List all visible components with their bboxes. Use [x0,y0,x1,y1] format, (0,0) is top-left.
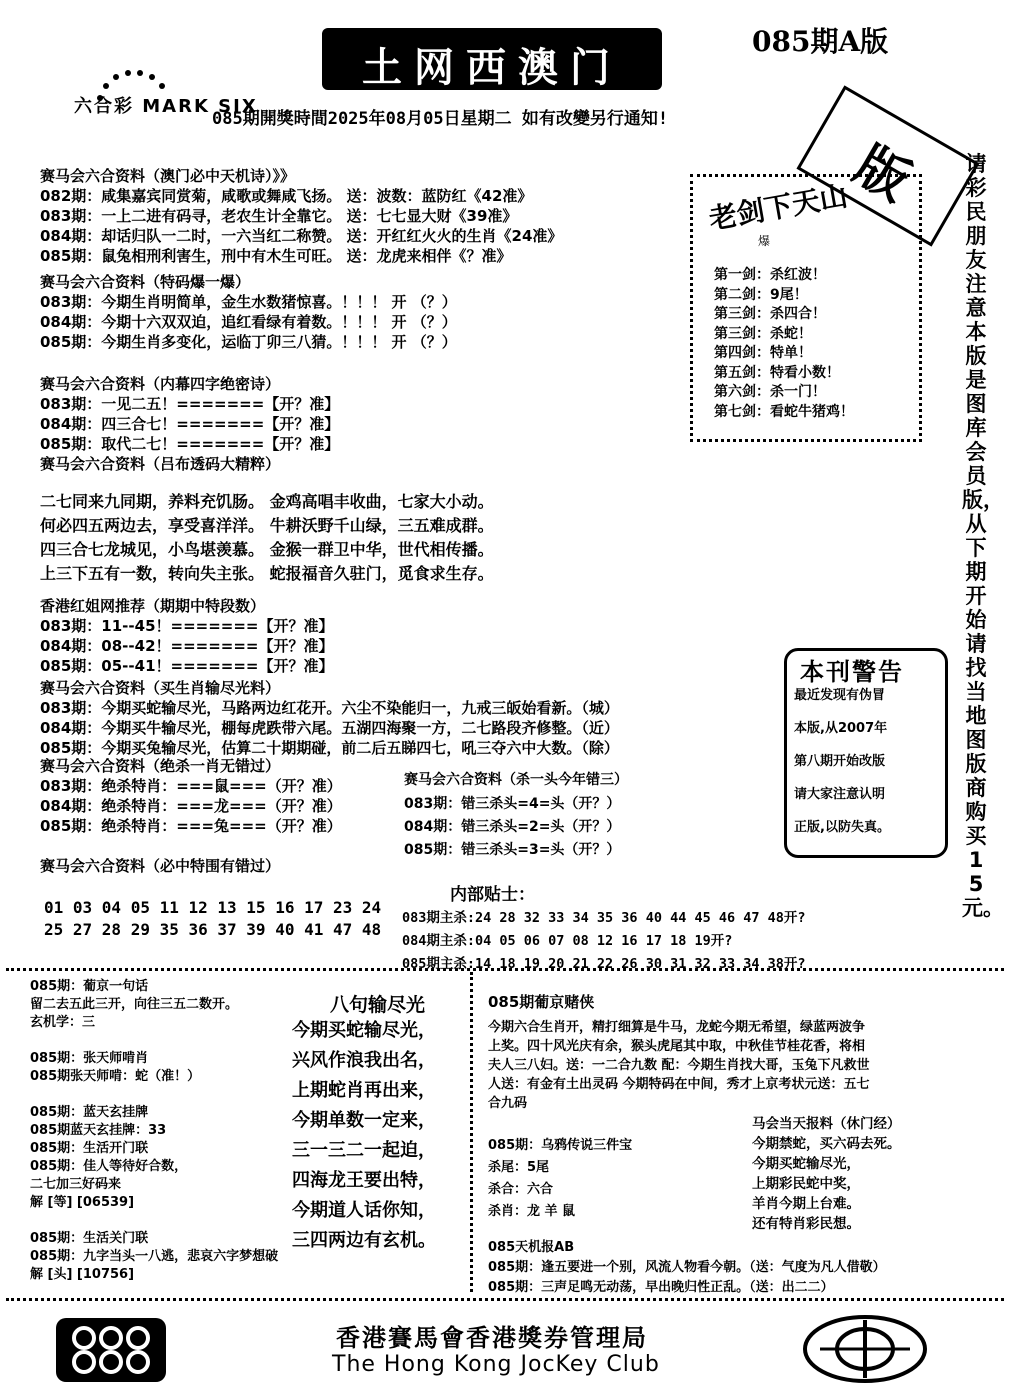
warning-line: 第八期开始改版 [794,754,886,769]
sword-line: 第二剑：9尾！ [714,286,808,303]
sword-line: 第三剑：杀蛇！ [714,325,812,342]
block-line: 085期：鼠兔相刑利害生，刑中有木生可旺。 送：龙虎来相伴《？准》 [40,247,512,265]
bottom-left-line: 085期：蓝天玄挂牌 [30,1105,149,1120]
block-line: 084期：今期十六双双迫，追红看绿有着数。！！！ 开 （？） [40,313,457,331]
block-line: 085期：取代二七！=======【开？准】 [40,435,340,453]
inner-tip-line: 083期主杀:24 28 32 33 34 35 36 40 44 45 46 47 48开? [402,910,806,926]
report-line: 羊肖今期上台难。 [752,1196,860,1212]
poem-line: 兴风作浪我出名， [292,1050,436,1071]
inner-tip-line: 085期主杀:14 18 19 20 21 22 26 30 31 32 33 34 38开? [402,956,806,972]
block-line: 083期：今期买蛇输尽光，马路两边红花开。六尘不染能归一，九戒三皈始看新。（城） [40,699,619,717]
sword-line: 第六剑：杀一门！ [714,384,826,400]
poem-title: 八句输尽光 [330,994,426,1016]
block-heading: 赛马会六合资料（买生肖输尽光料） [40,679,281,697]
side-notice: 请彩民朋友注意本版是图库会员版，从下期开始请找当地图版商购买15元。 [962,152,1004,920]
must-hit-row-1: 01 03 04 05 11 12 13 15 16 17 23 24 [44,898,382,917]
block-line: 082期：咸集嘉宾同赏菊，咸歌或舞咸飞扬。 送：波数：蓝防红《42准》 [40,187,533,205]
footer-chinese: 香港賽馬會香港獎券管理局 [336,1323,648,1352]
warning-line: 本版,从2007年 [794,721,888,736]
inner-tip-line: 084期主杀:04 05 06 07 08 12 16 17 18 19开? [402,933,733,949]
kill-head-line: 083期：错三杀头=4=头（开？） [404,796,621,812]
divider-middle [470,972,473,1292]
bottom-left-line: 085期：生活开门联 [30,1141,149,1156]
block-heading: 赛马会六合资料（吕布透码大精粹） [40,455,281,473]
bottom-left-line: 留二去五此三开，向往三五二数开。 [30,997,239,1012]
block-line: 084期：今期买牛输尽光，棚每虎跌带六尾。五湖四海聚一方，二七路段齐修整。（近） [40,719,619,737]
block-line: 085期：05--41！=======【开？准】 [40,657,334,675]
casino-line: 今期六合生肖开，精打细算是牛马，龙蛇今期无希望，绿蓝两波争 [488,1020,866,1035]
treasure-line: 杀合：六合 [488,1182,554,1197]
treasure-line: 杀肖：龙 羊 鼠 [488,1204,576,1219]
draw-notice: 085期開獎時間2025年08月05日星期二 如有改變另行通知! [212,109,669,129]
block-heading: 香港红姐网推荐（期期中特段数） [40,597,266,615]
divider-bottom [6,1298,1004,1301]
kill-head-line: 084期：错三杀头=2=头（开？） [404,819,621,835]
poem-line: 三一三二一起迫， [292,1140,436,1161]
sword-line: 第七剑：看蛇牛猪鸡！ [714,403,854,420]
report-line: 还有特肖彩民想。 [752,1216,860,1232]
sword-bao: 爆 [758,234,771,248]
bottom-left-line: 085期蓝天玄挂牌：33 [30,1123,167,1138]
casino-line: 上奖。四十风光庆有余，猴头虎尾其中取，中秋佳节桂花香，将相 [488,1039,866,1054]
warning-line: 最近发现有伪冒 [794,688,886,703]
version-stamp: 版 [796,85,979,246]
casino-line: 夫人三八妇。送：一二合九数 配：今期生肖找大哥，玉兔下凡救世 [488,1058,870,1073]
block-line: 上三下五有一数，转向失主张。 蛇报福音久驻门，觅食求生存。 [40,564,494,583]
sword-title: 老剑下天山 [706,179,851,236]
block-line: 083期：一上二进有码寻，老农生计全靠它。 送：七七显大财《39准》 [40,207,518,225]
kill-head-heading: 赛马会六合资料（杀一头今年错三） [404,772,628,788]
bottom-left-line: 085期：葡京一句话 [30,979,149,994]
bottom-left-line: 085期：张天师啃肖 [30,1051,149,1066]
block-heading: 赛马会六合资料（澳门必中天机诗）》》 [40,167,296,185]
page-title: 土网西澳门 [362,44,622,91]
block-line: 085期：今期买兔输尽光，估算二十期期碰，前二后五睇四七，吼三夺六中大数。（除） [40,739,619,757]
treasure-line: 085期：乌鸦传说三件宝 [488,1138,633,1153]
report-line: 今期买蛇输尽光， [752,1156,860,1172]
bottom-left-line: 085期张天师啃：蛇（准！） [30,1069,201,1084]
block-line: 085期：绝杀特肖：===兔===（开？准） [40,817,342,835]
divider-top [6,968,1004,971]
poem-line: 三四两边有玄机。 [292,1230,436,1251]
title-banner [322,28,662,90]
sword-line: 第五剑：特看小数！ [714,364,840,381]
sword-line: 第一剑：杀红波！ [714,267,826,283]
block-line: 084期：绝杀特肖：===龙===（开？准） [40,797,342,815]
block-line: 084期：四三合七！=======【开？准】 [40,415,340,433]
poem-line: 今期单数一定来， [292,1110,436,1131]
block-line: 二七同来九同期，养料充饥肠。 金鸡高唱丰收曲，七家大小动。 [40,492,494,511]
hkjc-knot-logo [56,1318,166,1382]
tianji-line: 085期：逢五要进一个别，风流人物看今朝。（送：气度为凡人借敬） [488,1260,886,1275]
treasure-line: 杀尾：5尾 [488,1160,550,1175]
poem-line: 四海龙王要出特， [292,1170,436,1191]
report-line: 今期禁蛇，买六码去死。 [752,1136,901,1152]
bottom-left-line: 085期：生活关门联 [30,1231,149,1246]
warning-line: 正版,以防失真。 [794,820,890,835]
warning-line: 请大家注意认明 [794,787,886,802]
tianji-line: 085期：三声足鸣无动荡，早出晚归性正乱。（送：出二二） [488,1280,834,1295]
bottom-left-line: 085期：佳人等待好合数， [30,1159,188,1174]
poem-line: 上期蛇肖再出来， [292,1080,436,1101]
must-hit-heading: 赛马会六合资料（必中特围有错过） [40,857,281,875]
block-line: 083期：今期生肖明简单，金生水数猪惊喜。！！！ 开 （？） [40,293,457,311]
bottom-left-line: 解 [头] [10756] [30,1267,135,1282]
mark-six-logo: 六合彩 MARK SIX [74,96,258,117]
casino-line: 合九码 [488,1096,528,1111]
block-heading: 赛马会六合资料（特码爆一爆） [40,273,251,291]
bottom-left-line: 085期：九字当头一八逃，悲哀六字梦想破 [30,1249,279,1264]
edition-label: 085期A版 [752,25,889,58]
block-line: 何必四五两边去，享受喜洋洋。 牛耕沃野千山绿，三五难成群。 [40,516,494,535]
casino-heading: 085期葡京赌侠 [488,993,595,1011]
must-hit-row-2: 25 27 28 29 35 36 37 39 40 41 47 48 [44,920,382,939]
report-line: 上期彩民蛇中奖， [752,1176,860,1192]
report-line: 马会当天报料（休门经） [752,1116,901,1132]
block-line: 083期：11--45！=======【开？准】 [40,617,334,635]
lottery-emblem-icon [800,1314,930,1384]
block-line: 083期：绝杀特肖：===鼠===（开？准） [40,777,342,795]
block-line: 084期：却话归队一二时，一六当红二称赞。 送：开红红火火的生肖《24准》 [40,227,563,245]
bottom-left-line: 解 [等] [06539] [30,1195,135,1210]
kill-head-line: 085期：错三杀头=3=头（开？） [404,842,621,858]
block-heading: 赛马会六合资料（内幕四字绝密诗） [40,375,281,393]
footer-english: The Hong Kong JocKey Club [332,1352,660,1377]
bottom-left-line: 玄机学：三 [30,1015,96,1030]
tianji-line: 085天机报AB [488,1240,575,1255]
block-heading: 赛马会六合资料（绝杀一肖无错过） [40,757,281,775]
casino-line: 人送：有金有土出灵码 今期特码在中间，秀才上京考状元送：五七 [488,1077,870,1092]
sword-line: 第三剑：杀四合！ [714,306,826,322]
sword-line: 第四剑：特单！ [714,345,812,361]
inner-tips-heading: 内部贴士： [450,885,535,905]
poem-line: 今期道人话你知， [292,1200,436,1221]
poem-line: 今期买蛇输尽光， [292,1020,436,1041]
block-line: 083期：一见二五！=======【开？准】 [40,395,340,413]
warning-title: 本刊警告 [800,657,904,686]
block-line: 084期：08--42！=======【开？准】 [40,637,334,655]
block-line: 四三合七龙城见，小鸟堪羡慕。 金猴一群卫中华，世代相传播。 [40,540,494,559]
block-line: 085期：今期生肖多变化，运临丁卯三八猜。！！！ 开 （？） [40,333,457,351]
bottom-left-line: 二七加三好码来 [30,1177,122,1192]
